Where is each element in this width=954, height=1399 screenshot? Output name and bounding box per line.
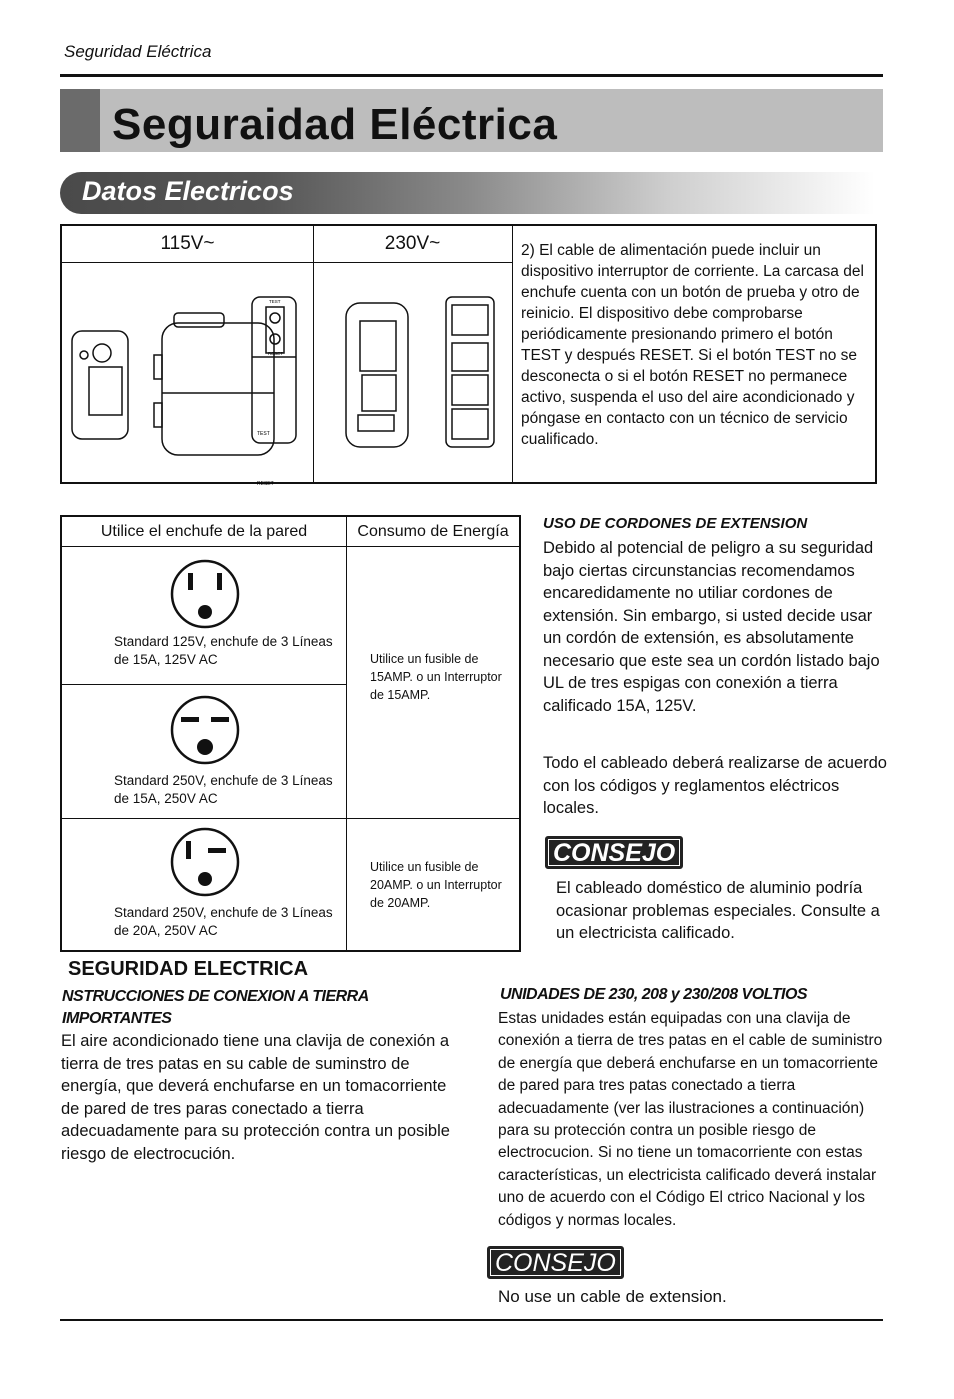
remote-panel — [266, 307, 284, 353]
device-label: TEST — [257, 431, 270, 437]
plug-230-label — [358, 415, 394, 431]
test-button-icon — [270, 313, 280, 323]
plug-230-window — [360, 321, 396, 371]
section-title: Datos Electricos — [82, 176, 294, 206]
grounding-body: El aire acondicionado tiene una clavija de conexión a tierra de tres patas en su cable de suminstro de energía, que deverá enchufarse en un tomacorriente de pared de tres paras conectado a tierra adecuadamente para su protección contra un posible riesgo de electrocución. — [61, 1032, 450, 1163]
outlet-250v-15a-icon — [170, 695, 240, 765]
plug-230-section — [452, 375, 488, 405]
units-title: UNIDADES DE 230, 208 y 230/208 VOLTIOS — [500, 986, 808, 1003]
consejo-badge: CONSEJO — [545, 836, 683, 869]
gfci-description: 2) El cable de alimentación puede incluir un dispositivo interruptor de corriente. La carcasa del enchufe cuenta con un botón de prueba y otro de reinicio. El dispositivo debe comprobarse periódicamente presionando primero el botón TEST y después RESET. Si el botón TEST no se desconecta o si el botón RESET no permanece activo, suspenda el uso del aire acondicionado y póngase en contacto con un técnico de servicio cualificado. — [521, 242, 864, 448]
table-divider — [512, 226, 513, 482]
units-body: Estas unidades están equipadas con una clavija de conexión a tierra de tres patas en el cable de suministro de energía que deberá enchufarse en un tomacorriente de pared para tres patas conectado a tierra adecuadamente (ver las ilustraciones a continuación) para su protección contra un posible riesgo de electrocucion. Si no tiene un tomacorriente con estas características, un electricista calificado deverá instalar uno de acuerdo con el Código El ctrico Nacional y los códigos y normas locales. — [498, 1010, 883, 1229]
plug-table — [60, 515, 521, 952]
header-wall-plug: Utilice el enchufe de la pared — [100, 523, 308, 540]
outlet-125v-icon — [170, 559, 240, 629]
table-divider — [62, 546, 519, 547]
plug-caption: Standard 250V, enchufe de 3 Líneas de 15A, 250V AC — [114, 773, 333, 806]
gfci-side — [154, 355, 162, 379]
header-230v: 230V~ — [384, 233, 441, 254]
page-title: Seguraidad Eléctrica — [112, 100, 558, 149]
plug-caption: Standard 250V, enchufe de 3 Líneas de 20A, 250V AC — [114, 905, 333, 938]
table-divider — [346, 517, 347, 950]
outlet-250v-20a-icon — [170, 827, 240, 897]
running-header: Seguridad Eléctrica — [64, 42, 212, 61]
grounding-title: NSTRUCCIONES DE CONEXION A TIERRA IMPORTANTES — [62, 988, 369, 1027]
top-rule — [60, 74, 883, 77]
consejo-badge: CONSEJO — [487, 1246, 624, 1279]
consejo-body: El cableado doméstico de aluminio podría ocasionar problemas especiales. Consulte a un electricista calificado. — [556, 879, 880, 942]
plug-window-1 — [89, 367, 122, 415]
plug-230-section — [452, 409, 488, 439]
plug-button-1 — [93, 344, 111, 362]
header-power: Consumo de Energía — [357, 523, 509, 540]
device-label: RESET — [257, 481, 274, 487]
plug-230-device-2 — [446, 297, 494, 447]
gfci-top — [174, 313, 224, 327]
device-illustrations — [62, 263, 512, 487]
table-divider — [62, 818, 519, 819]
header-115v: 115V~ — [160, 233, 215, 254]
reset-button-icon — [270, 334, 280, 344]
bottom-rule — [60, 1319, 883, 1321]
extension-title: USO DE CORDONES DE EXTENSION — [543, 515, 808, 532]
plug-230-section — [452, 343, 488, 371]
safety-title: SEGURIDAD ELECTRICA — [68, 958, 309, 980]
title-block — [60, 89, 100, 152]
gfci-side — [154, 403, 162, 427]
fuse-note-15a: Utilice un fusible de 15AMP. o un Interruptor de 15AMP. — [370, 652, 502, 702]
plug-230-section — [452, 305, 488, 335]
extension-body: Debido al potencial de peligro a su seguridad bajo ciertas circunstancias recomendamos encaredidamente no utiliar cordones de extensión. Sin embargo, si usted decide usar un cordón de extensión, es absolutamente necesario que este sea un cordón listado bajo UL de tres espigas con conexión a tierra calificado 15A, 125V. — [543, 539, 880, 715]
fuse-note-20a: Utilice un fusible de 20AMP. o un Interruptor de 20AMP. — [370, 860, 502, 910]
wiring-body: Todo el cableado deberá realizarse de acuerdo con los códigos y reglamentos eléctricos locales. — [543, 754, 887, 817]
consejo-body: No use un cable de extension. — [498, 1287, 727, 1306]
plug-knob-1 — [80, 351, 88, 359]
device-label: RESET — [268, 351, 284, 356]
plug-caption: Standard 125V, enchufe de 3 Líneas de 15A, 125V AC — [114, 634, 333, 667]
table-divider — [62, 684, 346, 685]
plug-device-1 — [72, 331, 128, 439]
plug-230-panel — [362, 375, 396, 411]
device-label: TEST — [269, 299, 281, 304]
